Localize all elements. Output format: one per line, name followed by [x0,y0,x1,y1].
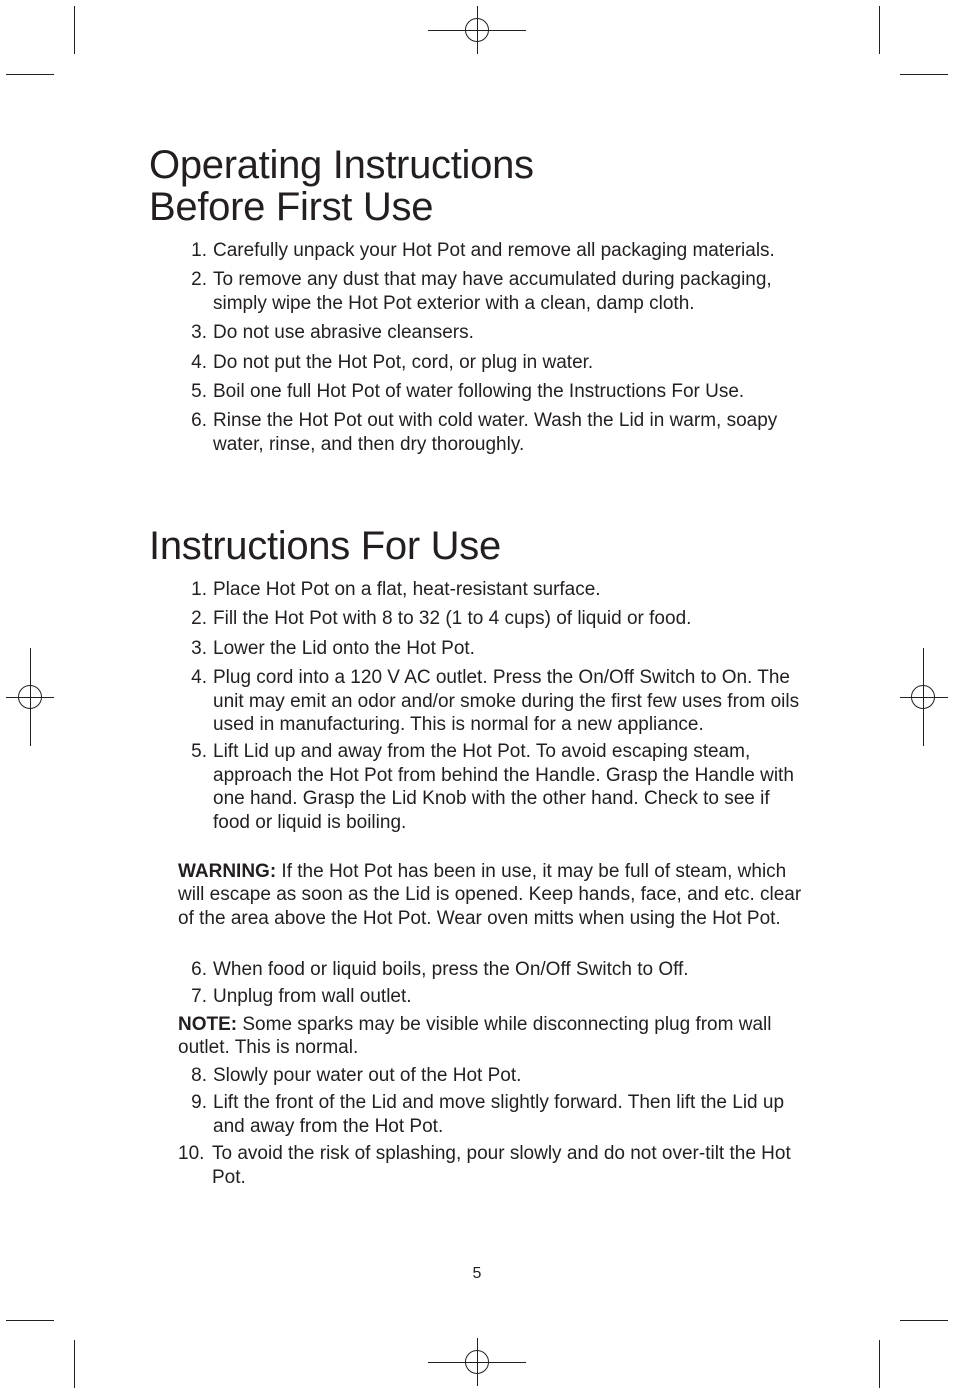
list-item: 2. Fill the Hot Pot with 8 to 32 (1 to 4 cups) of liquid or food. [191,608,692,630]
list-item: 5. Boil one full Hot Pot of water following the Instructions For Use. [191,381,745,403]
instructions-list-b [178,958,808,1015]
title-line-2: Before First Use [149,185,434,229]
list-item: 1. Place Hot Pot on a flat, heat-resistant surface. [191,579,601,600]
note-paragraph [178,1013,808,1060]
section-title-instructions-for-use: Instructions For Use [149,524,501,568]
note-text: Some sparks may be visible while disconnecting plug from wall outlet. This is normal. [178,1014,772,1059]
crop-mark-br-v [879,1340,880,1388]
crop-mark-bl-v [74,1340,75,1388]
list-item: 6. When food or liquid boils, press the On/Off Switch to Off. [191,959,689,980]
list-item: 9. Lift the front of the Lid and move slightly forward. Then lift the Lid up and away from the Hot Pot. [191,1092,785,1137]
list-item: 3. Lower the Lid onto the Hot Pot. [191,637,475,659]
instructions-list-c [178,1064,808,1195]
list-item: 3. Do not use abrasive cleansers. [191,322,474,344]
instructions-list-a [178,578,808,840]
list-item: 4. Plug cord into a 120 V AC outlet. Press the On/Off Switch to On. The unit may emit an odor and/or smoke during the first few uses from oils used in manufacturing. This is normal for a new appliance. [191,667,800,736]
page-number: 5 [472,1265,482,1282]
before-first-use-list [178,239,808,462]
list-item: 8. Slowly pour water out of the Hot Pot. [191,1065,522,1086]
list-item: 1. Carefully unpack your Hot Pot and remove all packaging materials. [191,240,775,261]
list-item: 4. Do not put the Hot Pot, cord, or plug in water. [191,351,594,373]
crop-mark-tr-h [900,74,948,75]
warning-text: If the Hot Pot has been in use, it may be full of steam, which will escape as soon as the Lid is opened. Keep hands, face, and etc. clear of the area above the Hot Pot. Wear oven mitts when using the Hot Pot. [178,861,802,929]
warning-label: WARNING: [178,861,277,882]
list-item: 7. Unplug from wall outlet. [191,986,412,1008]
list-item: 5. Lift Lid up and away from the Hot Pot. To avoid escaping steam, approach the Hot Pot from behind the Handle. Grasp the Handle with one hand. Grasp the Lid Knob with the other hand. Check to see if food or liquid is boiling. [191,741,794,833]
note-label: NOTE: [178,1014,238,1035]
crop-mark-tl-h [6,74,54,75]
crop-mark-br-h [900,1320,948,1321]
title-line-1: Operating Instructions [149,143,534,187]
crop-mark-bl-h [6,1320,54,1321]
crop-mark-tr-v [879,6,880,54]
crop-mark-tl-v [74,6,75,54]
list-item: 6. Rinse the Hot Pot out with cold water. Wash the Lid in warm, soapy water, rinse, and then dry thoroughly. [191,410,778,455]
section-title-before-first-use [149,144,534,228]
list-item: 2. To remove any dust that may have accumulated during packaging, simply wipe the Hot Pot exterior with a clean, damp cloth. [191,269,772,314]
list-item: 10. To avoid the risk of splashing, pour slowly and do not over-tilt the Hot Pot. [178,1143,791,1188]
warning-paragraph [178,860,808,930]
